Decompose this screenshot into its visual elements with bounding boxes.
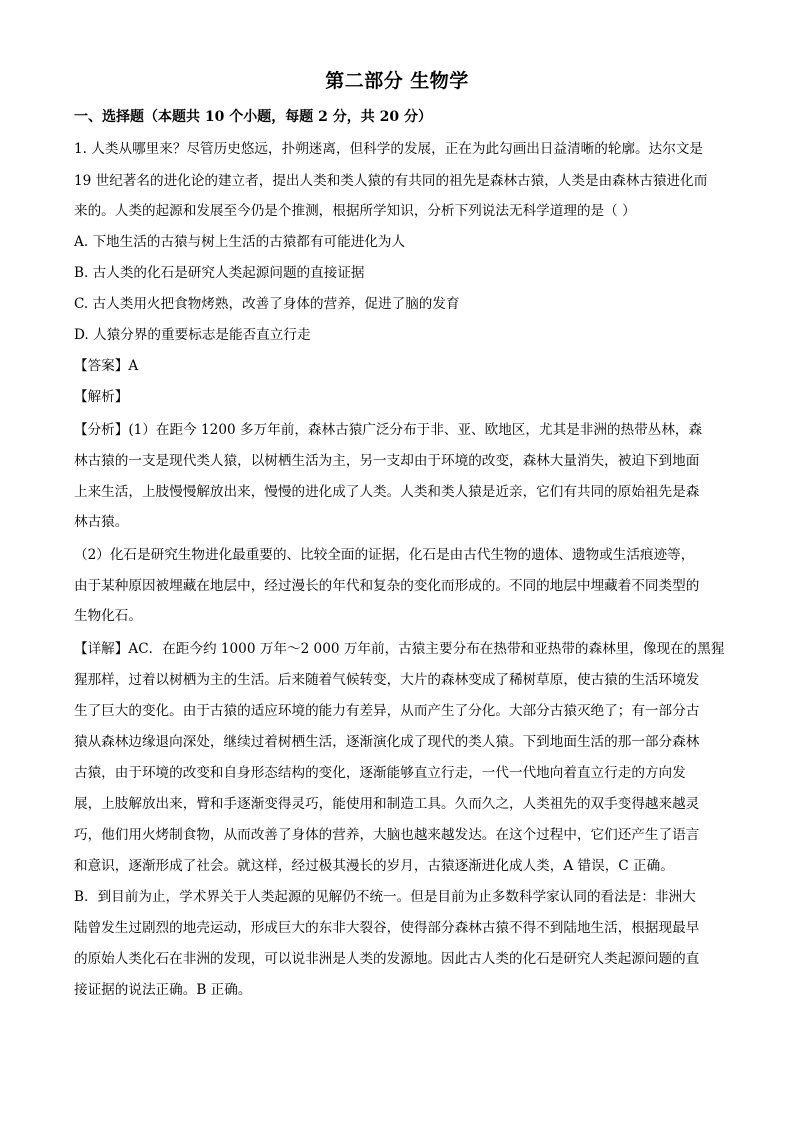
- analysis-line: 生物化石。: [74, 608, 142, 624]
- detail-line: B．到目前为止，学术界关于人类起源的见解仍不统一。但是目前为止多数科学家认同的看法是：非洲大: [74, 889, 696, 905]
- analysis-heading: 【解析】: [74, 389, 129, 405]
- option-d: D. 人猿分界的重要标志是能否直立行走: [74, 327, 311, 343]
- detail-line: 的原始人类化石在非洲的发现，可以说非洲是人类的发源地。因此古人类的化石是研究人类起源问题的直: [74, 951, 700, 967]
- analysis-line: 林古猿。: [74, 514, 129, 530]
- analysis-line: 上来生活，上肢慢慢解放出来，慢慢的进化成了人类。人类和类人猿是近亲，它们有共同的原始祖先是森: [74, 484, 700, 500]
- page-title: 第二部分 生物学: [325, 70, 469, 92]
- analysis-line: 【分析】(1）在距今 1200 多万年前，森林古猿广泛分布于非、亚、欧地区，尤其是非洲的热带丛林，森: [74, 422, 703, 438]
- detail-line: 猿从森林边缘退向深处，继续过着树栖生活，逐渐演化成了现代的类人猿。下到地面生活的那一部分森林: [74, 734, 700, 750]
- detail-line: 接证据的说法正确。B 正确。: [74, 982, 252, 998]
- detail-line: 和意识，逐渐形成了社会。就这样，经过极其漫长的岁月，古猿逐渐进化成人类，A 错误，C 正确。: [74, 858, 674, 874]
- answer-line: 【答案】A: [74, 358, 139, 374]
- detail-line: 巧，他们用火烤制食物，从而改善了身体的营养，大脑也越来越发达。在这个过程中，它们还产生了语言: [74, 827, 700, 843]
- detail-line: 陆曾发生过剧烈的地壳运动，形成巨大的东非大裂谷，使得部分森林古猿不得不到陆地生活，根据现最早: [74, 920, 700, 936]
- detail-line: 生了巨大的变化。由于古猿的适应环境的能力有差异，从而产生了分化。大部分古猿灭绝了；有一部分古: [74, 703, 700, 719]
- question-stem-line: 1. 人类从哪里来？尽管历史悠远，扑朔迷离，但科学的发展，正在为此勾画出日益清晰的轮廓。达尔文是: [74, 141, 704, 157]
- option-c: C. 古人类用火把食物烤熟，改善了身体的营养，促进了脑的发育: [74, 296, 460, 312]
- analysis-line: 由于某种原因被埋藏在地层中，经过漫长的年代和复杂的变化而形成的。不同的地层中埋藏着不同类型的: [74, 578, 700, 594]
- option-a: A. 下地生活的古猿与树上生活的古猿都有可能进化为人: [74, 234, 406, 250]
- option-b: B. 古人类的化石是研究人类起源问题的直接证据: [74, 265, 365, 281]
- detail-line: 【详解】AC．在距今约 1000 万年～2 000 万年前，古猿主要分布在热带和亚热带的森林里，像现在的黑猩: [74, 641, 725, 657]
- question-stem-line: 19 世纪著名的进化论的建立者，提出人类和类人猿的有共同的祖先是森林古猿，人类是由森林古猿进化而: [74, 173, 708, 189]
- question-stem-line: 来的。人类的起源和发展至今仍是个推测，根据所学知识，分析下列说法无科学道理的是（ ）: [74, 203, 636, 219]
- detail-line: 展，上肢解放出来，臂和手逐渐变得灵巧，能使用和制造工具。久而久之，人类祖先的双手变得越来越灵: [74, 796, 700, 812]
- detail-line: 猩那样，过着以树栖为主的生活。后来随着气候转变，大片的森林变成了稀树草原，使古猿的生活环境发: [74, 672, 700, 688]
- analysis-line: 林古猿的一支是现代类人猿，以树栖生活为主，另一支却由于环境的改变，森林大量消失，被迫下到地面: [74, 453, 700, 469]
- detail-line: 古猿，由于环境的改变和自身形态结构的变化，逐渐能够直立行走，一代一代地向着直立行走的方向发: [74, 765, 686, 781]
- section-heading: 一、选择题（本题共 10 个小题，每题 2 分，共 20 分）: [74, 109, 432, 125]
- analysis-line: （2）化石是研究生物进化最重要的、比较全面的证据，化石是由古代生物的遗体、遗物或生活痕迹等，: [74, 547, 695, 563]
